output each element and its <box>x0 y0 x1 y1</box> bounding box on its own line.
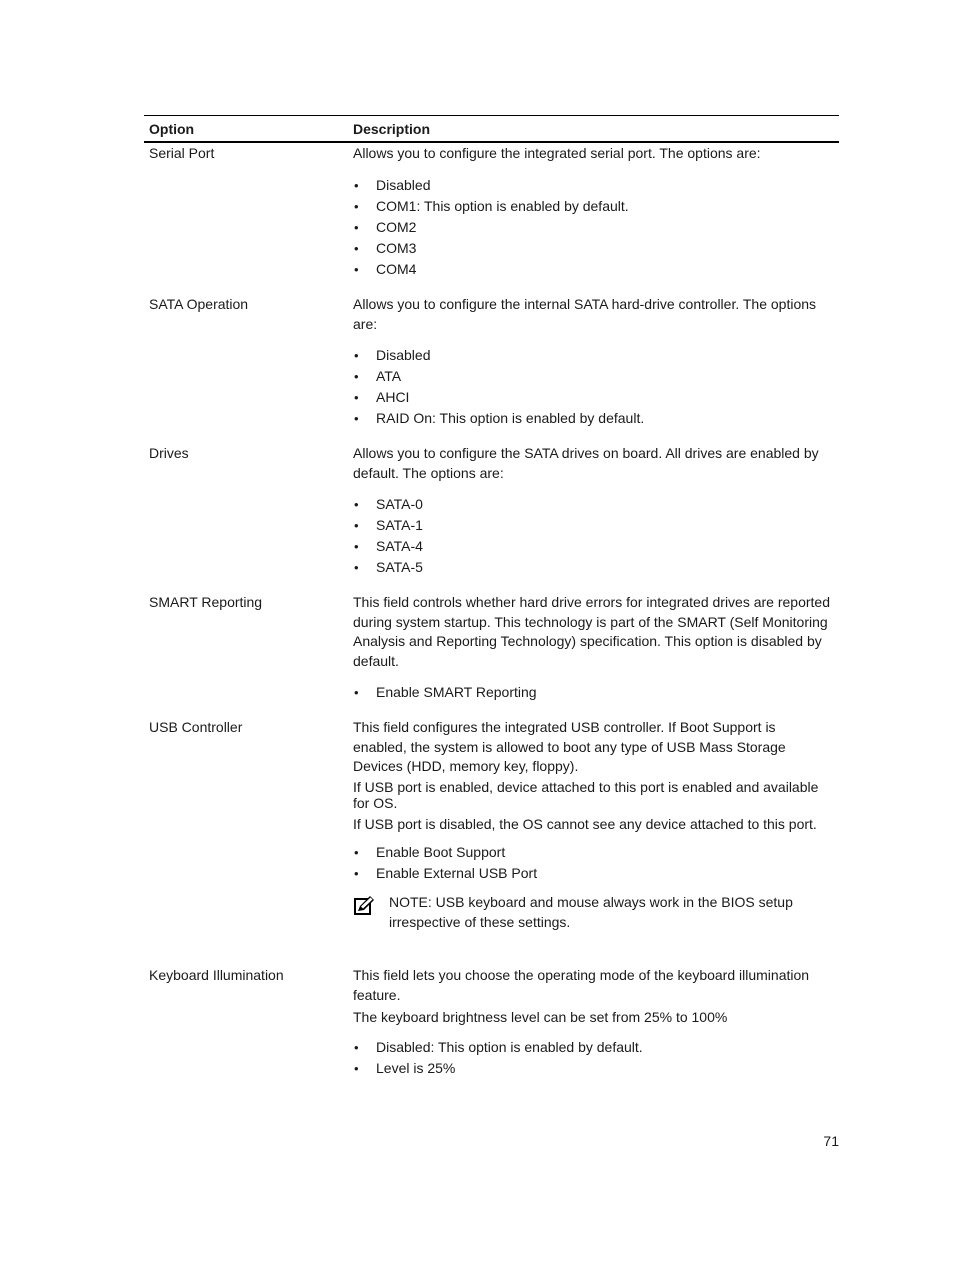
list-item: • Disabled <box>353 175 831 196</box>
list-item: • COM3 <box>353 238 831 259</box>
list-item: • Level is 25% <box>353 1058 831 1079</box>
table-row-sata-operation <box>144 295 839 429</box>
list-item: • ATA <box>353 366 831 387</box>
list-item: • Disabled <box>353 345 831 366</box>
list-item: • Enable SMART Reporting <box>353 682 831 703</box>
list-item: • SATA-1 <box>353 515 831 536</box>
option-list <box>353 175 831 280</box>
option-name: USB Controller <box>149 719 243 735</box>
pencil-note-icon <box>353 893 389 932</box>
note-text <box>389 893 831 932</box>
description-paragraph: This field configures the integrated USB controller. If Boot Support is enabled, the system is allowed to boot any type of USB Mass Storage Devices (HDD, memory key, floppy). <box>353 719 786 774</box>
header-option: Option <box>149 120 195 137</box>
description-paragraph: Allows you to configure the integrated serial port. The options are: <box>353 145 761 161</box>
description-paragraph: The keyboard brightness level can be set from 25% to 100% <box>353 1009 728 1025</box>
header-description: Description <box>353 120 431 137</box>
description-paragraph: Allows you to configure the internal SATA hard-drive controller. The options are: <box>353 296 817 332</box>
option-description <box>349 295 839 429</box>
note-callout <box>353 893 831 932</box>
option-description <box>349 718 839 932</box>
list-item: • Enable Boot Support <box>353 842 831 863</box>
list-item: • SATA-0 <box>353 494 831 515</box>
list-item: • Disabled: This option is enabled by default. <box>353 1037 831 1058</box>
list-item: • COM1: This option is enabled by default. <box>353 196 831 217</box>
option-description <box>349 144 839 280</box>
list-item: • COM4 <box>353 259 831 280</box>
list-item: • SATA-5 <box>353 557 831 578</box>
list-item: • Enable External USB Port <box>353 863 831 884</box>
option-list <box>353 842 831 884</box>
options-table <box>144 115 839 1076</box>
table-row-drives <box>144 444 839 578</box>
option-name: Keyboard Illumination <box>149 967 284 983</box>
option-list <box>353 682 831 703</box>
list-item: • COM2 <box>353 217 831 238</box>
option-name: SMART Reporting <box>149 594 263 610</box>
note-label: NOTE: <box>389 894 432 910</box>
table-header <box>144 115 839 143</box>
option-list <box>353 1037 831 1079</box>
page-number: 71 <box>823 1133 839 1149</box>
table-row-keyboard-illumination <box>144 966 839 1079</box>
list-item: • SATA-4 <box>353 536 831 557</box>
option-description <box>349 593 839 703</box>
option-list <box>353 345 831 429</box>
note-body: USB keyboard and mouse always work in the BIOS setup irrespective of these settings. <box>389 894 793 930</box>
table-row-usb-controller <box>144 718 839 932</box>
description-paragraph: This field controls whether hard drive errors for integrated drives are reported during system startup. This technology is part of the SMART (Self Monitoring Analysis and Reporting Technology) specification. This option is disabled by default. <box>353 594 830 669</box>
description-paragraph: Allows you to configure the SATA drives on board. All drives are enabled by default. The options are: <box>353 445 819 481</box>
table-row-smart-reporting <box>144 593 839 703</box>
description-paragraph: If USB port is enabled, device attached to this port is enabled and available for OS. <box>353 778 819 811</box>
option-name: Drives <box>149 445 189 461</box>
list-item: • RAID On: This option is enabled by default. <box>353 408 831 429</box>
option-description <box>349 444 839 578</box>
description-paragraph: This field lets you choose the operating mode of the keyboard illumination feature. <box>353 967 810 1003</box>
table-row-serial-port <box>144 144 839 280</box>
option-name: SATA Operation <box>149 296 249 312</box>
option-name: Serial Port <box>149 145 215 161</box>
option-list <box>353 494 831 578</box>
list-item: • AHCI <box>353 387 831 408</box>
option-description <box>349 966 839 1079</box>
description-paragraph: If USB port is disabled, the OS cannot see any device attached to this port. <box>353 815 817 832</box>
